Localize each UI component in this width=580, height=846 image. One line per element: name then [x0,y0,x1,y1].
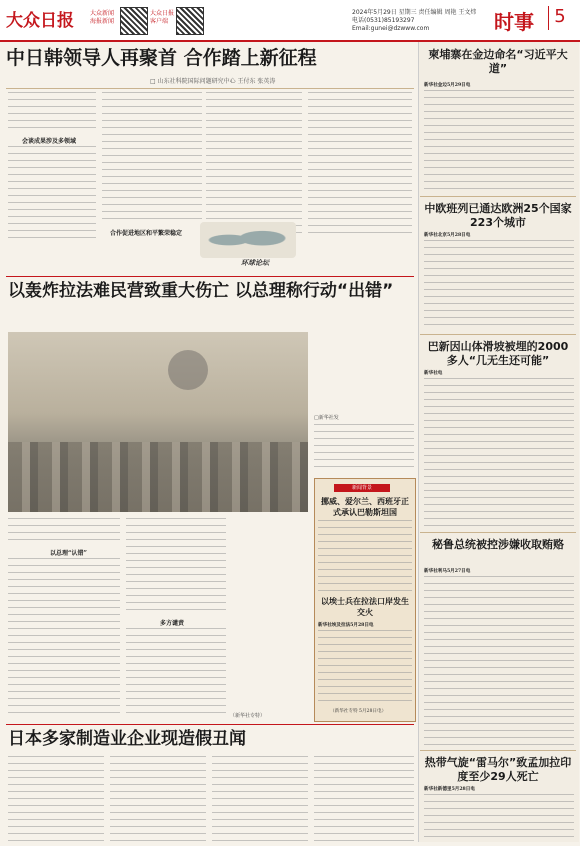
sidebar-title-4: 秘鲁总统被控涉嫌收取贿赂 [432,538,564,551]
sidebar-text-1 [424,90,574,190]
gaza-divider [6,276,414,277]
gaza-headline: 以轰炸拉法难民营致重大伤亡 以总理称行动“出错” [8,281,394,301]
japan-column-3 [212,756,308,842]
lead-headline: 中日韩领导人再聚首 合作踏上新征程 [6,47,317,69]
gaza-caption: □新华社发 [314,415,339,421]
issue-date [352,9,482,33]
side-box-title: 挪威、爱尔兰、西班牙正式承认巴勒斯坦国 [321,497,409,517]
japan-column-2 [110,756,206,842]
logo-subtitle: 大众新闻 海报新闻 [90,10,115,25]
gaza-caption-text [314,424,414,468]
masthead [0,0,580,42]
lead-column-3 [206,92,302,238]
qr-code-icon-2 [176,7,204,35]
gaza-photo [8,332,308,512]
sidebar-divider-4 [420,750,576,751]
side-box-dateline: 新华社埃及拉法5月28日电 [318,623,374,628]
gaza-column-1b [8,558,120,718]
section-title: 时事 [494,10,534,34]
newspaper-logo: 大众日报 [6,11,74,31]
side-box-text-2 [318,630,412,702]
sidebar-title-3: 巴新因山体滑坡被埋的2000多人“几无生还可能” [427,340,569,367]
side-box-text-1 [318,520,412,592]
photo-smoke [168,350,208,390]
lead-column-2 [102,92,202,224]
gaza-column-2b [126,628,226,718]
gaza-column-2a [126,518,226,614]
lead-subhead-2: 合作促进地区和平繁荣稳定 [110,230,183,237]
sidebar-dateline-3: 新华社电 [424,371,443,376]
sidebar-divider-2 [420,334,576,335]
side-box-title-2: 以埃士兵在拉法口岸发生交火 [321,597,409,617]
japan-column-4 [314,756,414,842]
contact-line: 电话(0531)85193297 Email:gunei@dzwww.com [352,17,430,32]
japan-divider [6,724,414,725]
map-label: 环球论坛 [241,258,269,267]
sidebar-text-5 [424,794,574,842]
japan-headline: 日本多家制造业企业现造假丑闻 [8,729,246,749]
japan-column-1 [8,756,104,842]
logo-subtitle-2: 大众日报 客户端 [150,10,175,25]
gaza-column-1a [8,518,120,544]
gaza-subhead-1: 以总理“认错” [50,550,87,557]
qr-code-icon [120,7,148,35]
lead-byline: □ 山东社科院国际问题研究中心 王付东 张英涛 [150,78,276,85]
sidebar-title-2: 中欧班列已通达欧洲25个国家223个城市 [424,202,572,229]
gaza-source: （新华社专特） [230,713,266,719]
sidebar-text-4 [424,576,574,746]
lead-column-1a [8,92,96,132]
gaza-subhead-2: 多方谴责 [160,620,185,627]
sidebar-text-3 [424,378,574,528]
sidebar-dateline-2: 新华社北京5月28日电 [424,233,471,238]
sidebar-dateline-4: 新华社利马5月27日电 [424,569,471,574]
side-box-tag: 新闻背景 [334,484,390,492]
sidebar-title-1: 柬埔寨在金边命名“习近平大道” [428,48,568,75]
page-number: 5 [548,6,571,30]
lead-column-1b [8,146,96,238]
sidebar-divider-3 [420,532,576,533]
sidebar-divider-1 [420,196,576,197]
photo-buildings [8,442,308,512]
sidebar-title-5: 热带气旋“雷马尔”致孟加拉印度至少29人死亡 [424,756,572,783]
sidebar-text-2 [424,240,574,330]
lead-divider [6,88,414,89]
sidebar-dateline-5: 新华社新德里5月28日电 [424,787,475,792]
date-line: 2024年5月29日 星期三 责任编辑 周艳 王文炜 [352,9,477,16]
lead-subhead-1: 会谈成果涉及多领域 [22,138,77,145]
lead-column-4 [308,92,412,238]
side-box-end: （新华社专特 5月28日电） [330,709,387,714]
sidebar-dateline-1: 新华社金边5月29日电 [424,83,471,88]
world-map-graphic [200,222,296,258]
